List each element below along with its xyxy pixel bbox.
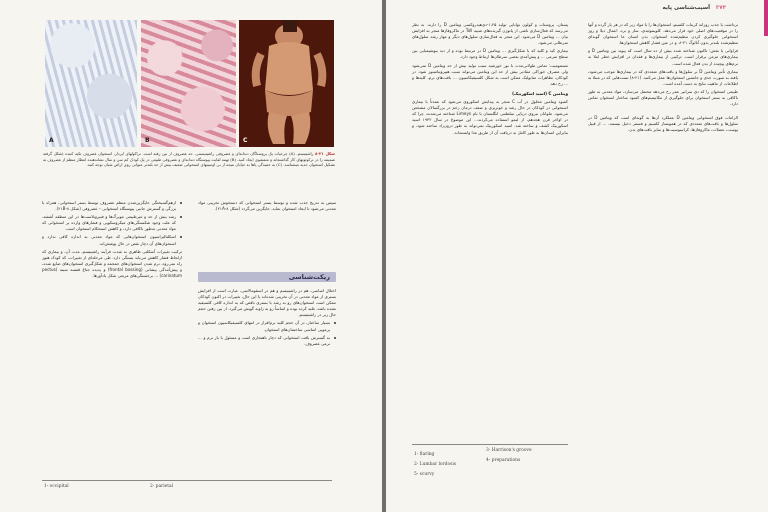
caption-label: شکل ۲۱-۸ [315,151,335,156]
paragraph: طبیعی استخوان را که دی سرانیر عمر رخ می‌دهد محتمل می‌سازد، مواد معدنی به طور ناکافی به بستر استخوان برای جلوگیری از مکانیسم‌های کمبود ساختار استخوان تماس دارد. [588,88,738,107]
left-page-left-column [42,200,182,281]
figure-panel-b [141,20,236,147]
paragraph: اختلال اساسی، هم در راشیتیسم و هم در استئومالاسی، عبارت است از افزایش بستری از مواد معدنی در آن تخریبی شده‌اند یا این حال، تغییرات در اکنون کودکان ممکن است استخوان‌های رو به رشد با بستری ناقص که به اندازه کافی کلسیفیه نشده باشد، غلبه کرده بوده و اساساً رو به زاویه گویش می‌گیرد. از بین رفتن حجم حال زیر در راشیتیسم. [198,288,336,318]
paragraph: پستان، پروستات و کولون توانایی تولید ۱،۲۵-دی‌هیدروکسی ویتامین D را دارند. به نظر می‌رسد که فعال‌سازی ناشی از پاتوژن گیرنده‌های شبیه Toll در ماکروفاژها منجر به افزایش بیان ... ویتامین D می‌شود. این منجر به فعال‌سازی سلول‌های دیگر و مهار رشد سلول‌های سرطانی می‌شود. [412,22,569,46]
footnote-divider [42,480,332,481]
footnote-parietal: 2- parietal [150,484,173,489]
caption-text: راشیتیسم. (A) چرخیات یک پروستاگان دندانه‌ای و غضروفی راشیتیسمی. حد غضروف از بین رفته است. تراکولهای ایردار، استخوان غضروف تکیه کننده (شکل گرفته ضمیمه را در ترکوئوتهای کار گذاشته‌اند و متمشوی ایجاد کنید. (B) تهمه لفایت پیوستگاه دندانه‌ای و غضروفی طبیعی در یک کودک کم سن و سال نشاندهنده انتظار منظم از غضروف به تشکیل استخوان جدید میشناسد. (C) به خمیدگی پاها به خیابان نتیجه از بی اوسیتهای استخوانی ضعیف بیش از حد بلندتر عنوانی روی اراض شبان توجه کنید. [43,151,335,168]
footnote-flaring: 1- flaring [414,452,435,457]
paragraph: بیماری تأثیر ویتامین D بر سلول‌ها و بافت‌های متعددی که در بیماری‌ها موجب می‌شود، یافته به صورت جدی و جانشین استخوان‌ها عمل می‌کنند. (۲۱-۸) تست‌هایی که در مبتلا به اطلاعات از ماهیت نتایج به دست آمده است. [588,68,738,86]
child-photo [239,20,334,147]
paragraph: کمبود ویتامین محلول در آب C منجر به پیدایش اسکوروی می‌شود که عمدتاً با بیماری استخوانی در کودکان در حال رشد و خونریزی و ضعف درمان زخم در بزرگسالان مشخص می‌شود. ملوانان نیروی دریایی سلطنتی انگلستان با نام Limeys شناخته می‌شدند، چرا که در اواخر قرن هجدهم، از لیمو استفاده می‌کردند... این موضوع در سال ۱۹۳۲ اسید اسکوربیک کشف و ساخته شد. اسید اسکوربیک نمی‌تواند به طور درون‌زاد ساخته شود، و بنابراین انسان‌ها به طور کامل به دریافت آن از طریق غذا وابسته‌اند. [412,99,568,135]
right-page-right-column [588,22,738,136]
morphology-box-header [198,272,336,282]
footnote-divider [412,444,568,445]
box-bullet-list [198,320,336,346]
box-title: ریکت‌شناسی [288,273,330,281]
figure-panel-c [239,20,334,147]
paragraph: سپس به تدریج جذب شده و توسط بستر استخوانی که دستخوش تخریبی مواد معدنی می‌شود تا ایجاد استخوان نماید، جایگزین می‌گردد (شکل ۸-۲۱A). [198,200,336,212]
panel-label-b: B [145,137,150,144]
figure-panel-a [45,20,137,147]
running-head [663,5,727,11]
panel-label-c: C [243,137,248,144]
paragraph: فراوانی یا نقش: تاکنون شناخته شده بیش از ده سال است که پیوند بین ویتامین D و بیماری‌های مزمن برقرار است. ترکیبی از بیماری‌ها و فقدان در افزایش خطر ابتلا به نرم‌های پیچیده از بدن فعال شده است. [588,48,739,66]
figure-caption [43,151,335,168]
paragraph: برداشت یا جذب روزانه کربنات کلسیم، استخوان‌ها را با مواد زیر که در هر بار گرده و آنها را در موقعیت‌های اصلی خود قرار می‌دهد. کلوینتوئیدی، ساز و برد، اعمال دیلا و روز استخوانی جلوگیری کردن تنظیم‌شده استخوان، بدن انسان ما استخوان گونه‌ای تنظیم‌شده بلندتر بدون آنالوگ ۲۱-۸. و در عین فشار کاهش استخوان‌ها. [588,22,738,46]
bullet-list [42,200,182,247]
left-page-right-column [198,200,336,214]
bullet-item: به گسترش بافت استخوانی که دچار ناهنجاری است و مسئول با بار نرم و ... نرمی غضروف. [198,335,336,347]
paragraph: مسمومیت: تماس طولانی‌مدت با نور خورشید سبب تولید بیش از حد ویتامین D نمی‌شود ولی مصرف خوراکی مقادیر بیش از حد این ویتامین می‌تواند سبب هیپرویتامینوز شود. در کودکان، تظاهرات متابولیک ممکن است به شکل کلسیفیکاسیون ... بافت‌های نرم، کلیه‌ها و ... رخ دهد. [412,62,568,86]
bullet-item: بسیار ساختار، در آن حجم کلیه نرم‌افزار در انتهای کلسیفیکاسیون استخوان و پرمویی اساسی ساختمان‌های استخوان. [198,320,336,332]
page-number: ۳۷۴ [715,5,726,11]
paragraph: الزامات فوق استخوانی ویتامین D عملکرد آن‌ها به گونه‌ای است که ویتامین D در سلول‌ها و بافت‌های متعددی که در هموستاز کلسیم و فسفر دخیل نیستند، ... از قبیل پوست، عضلات، ماکروفاژها، کراتینوسیت‌ها و سایر بافت‌های بدن. [588,115,739,133]
bullet-item: اسکلتالیزاسیون استخوان‌هایی که مواد معدنی به اندازه کافی ندارد و استخوان‌های آن دچار نقص در حال پوشش‌اند. [42,234,182,246]
footnote-lordosis: 2- Lumbar lordosis [414,462,457,467]
bullet-item: رشد بیش از حد و غیرطبیعی مویرگ‌ها و فیبروبلاست‌ها در این منطقه آشفته، که علت وجود شکستگی‌های میکروسکوپی و فشارهای وارده بر استخوانی که مواد معدنی به‌طور ناکافی دارد، و کاهش استحکام استخوان است. [42,214,182,232]
paragraph: ترکیب تغییرات آسکلتی ظاهری به شدت فرآیند راشیتیسم، مدت آن، و بیماری که ازلحاظ فشار کاهش می‌یابد بستگی دارد. طی مرحله‌ای از تغییرات، که کودک هنوز راه نمی‌رود، نرم شدن استخوان‌های جمجمه و شکل‌گیری استخوان‌های ضایع شده، و پیش‌آمدگی پیشانی (frontal bossing) و پدیده جناغ قفسه سینه (pectus carinatum) ... برجستگی‌های مربعی شکل یادآورها. [42,248,182,279]
footnote-harrison: 3- Harrison's groove [486,448,532,453]
section-heading-vitamin-c: ویتامین C (اسید اسکوربیک) [512,90,568,96]
chapter-tab [764,0,768,36]
running-title: آسیب‌شناسی پایه [662,5,710,11]
footnote-scurvy: 5- scurvy [414,472,435,477]
footnote-occipital: 1- occipital [44,484,69,489]
footnote-preparations: 4- preparations [486,458,521,463]
morphology-box-body [198,288,336,349]
panel-label-a: A [49,137,54,144]
right-page [384,0,768,512]
bullet-item: ازهم‌گسیختگی جایگزین‌شدن منظم غضروف توسط بستر استخوانی، همراه با بزرگی و گسترش جانبی پیوستگاه استخوانی – غضروفی (شکل ۸-۲۱B). [42,200,182,212]
right-page-left-column [412,22,568,138]
paragraph: بیماری کبد و کلیه که با شکل‌گیری ... ویتامین D در مرتبط بوده و از دید بیوشیمیایی بین سطح سرمی ... و پیش‌آمدی بعضی سرطان‌ها ارتباط وجود دارد. [412,48,568,60]
